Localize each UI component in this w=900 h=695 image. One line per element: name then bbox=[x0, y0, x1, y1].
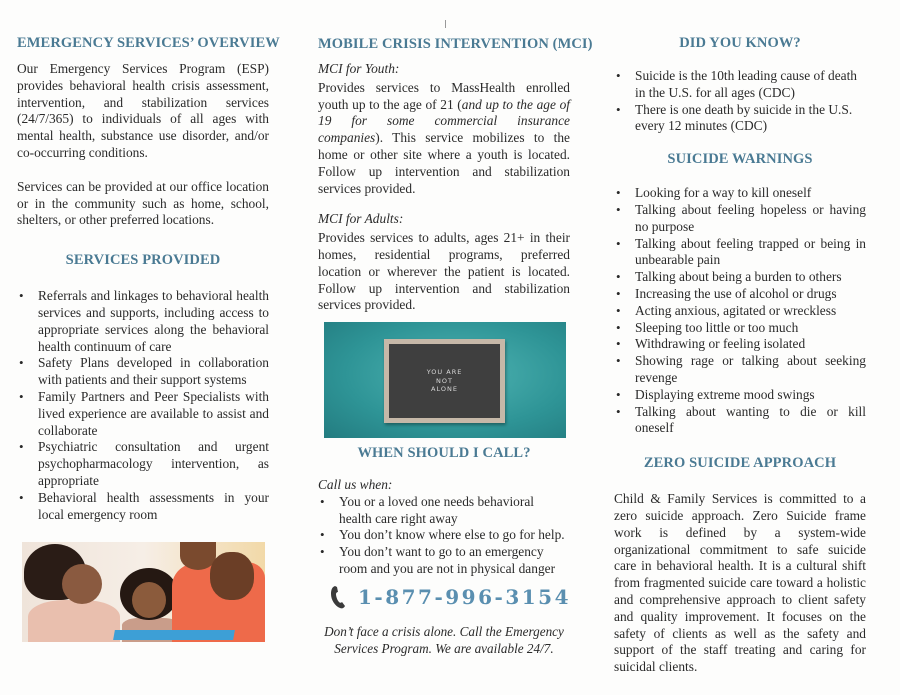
warning-item: • Talking about feeling hopeless or having no purpose bbox=[614, 202, 866, 236]
warning-item: • Talking about wanting to die or kill oneself bbox=[614, 404, 866, 438]
phone-number[interactable]: 1-877-996-3154 bbox=[358, 585, 571, 609]
mci-adults-text: Provides services to adults, ages 21+ in their homes, residential programs, preferred location or wherever the patient is located. Follow up intervention and stabilization services provided. bbox=[318, 230, 570, 313]
mci-adults-label: MCI for Adults: bbox=[318, 211, 404, 227]
mci-column bbox=[318, 0, 593, 314]
call-intro: Call us when: bbox=[318, 477, 393, 492]
board-line: NOT bbox=[436, 376, 453, 385]
services-list-item: • Referrals and linkages to behavioral health services and supports, including access to appropriate services along the behavioral health continuum of care bbox=[17, 288, 269, 355]
mci-youth-text-part: Provides services to MassHealth enrolled youth up to the age of 21 ( bbox=[318, 79, 570, 112]
mci-heading: MOBILE CRISIS INTERVENTION (MCI) bbox=[318, 36, 593, 52]
suicide-warnings-list bbox=[614, 185, 866, 437]
phone-icon bbox=[330, 585, 350, 609]
warning-item: • Displaying extreme mood swings bbox=[614, 387, 866, 404]
zero-suicide-heading: ZERO SUICIDE APPROACH bbox=[643, 455, 837, 472]
suicide-warnings-heading: SUICIDE WARNINGS bbox=[667, 151, 813, 168]
overview-column bbox=[17, 0, 280, 523]
family-reading-photo bbox=[22, 542, 265, 642]
did-you-know-list bbox=[614, 68, 866, 135]
mci-youth-label: MCI for Youth: bbox=[318, 61, 400, 76]
services-list-item: • Psychiatric consultation and urgent psychopharmacology intervention, as appropriate bbox=[17, 439, 269, 489]
fact-item: • Suicide is the 10th leading cause of death in the U.S. for all ages (CDC) bbox=[614, 68, 866, 102]
services-list-item: • Behavioral health assessments in your local emergency room bbox=[17, 490, 269, 524]
when-to-call-heading: WHEN SHOULD I CALL? bbox=[357, 445, 531, 461]
closing-message: Don’t face a crisis alone. Call the Emergency Services Program. We are available 24/7. bbox=[324, 624, 564, 656]
call-reason-item: • You or a loved one needs behavioral health care right away bbox=[318, 494, 570, 528]
warning-item: • Increasing the use of alcohol or drugs bbox=[614, 286, 866, 303]
board-line: ALONE bbox=[431, 385, 458, 394]
mci-youth-text bbox=[318, 80, 570, 198]
letter-board bbox=[384, 339, 505, 423]
overview-paragraph-2: Services can be provided at our office location or in the community such as home, school, shelters, or other preferred locations. bbox=[17, 178, 269, 228]
services-list bbox=[17, 288, 269, 523]
facts-column bbox=[614, 0, 866, 676]
fact-item: • There is one death by suicide in the U.S. every 12 minutes (CDC) bbox=[614, 102, 866, 136]
services-list-item: • Safety Plans developed in collaboration with patients and their support systems bbox=[17, 355, 269, 389]
mci-youth-text-italic: and up to the age of 19 for some commercial insurance companies bbox=[318, 96, 570, 146]
warning-item: • Showing rage or talking about seeking revenge bbox=[614, 353, 866, 387]
you-are-not-alone-photo bbox=[324, 322, 566, 438]
services-provided-heading: SERVICES PROVIDED bbox=[65, 252, 221, 269]
warning-item: • Withdrawing or feeling isolated bbox=[614, 336, 866, 353]
zero-suicide-paragraph: Child & Family Services is committed to a zero suicide approach. Zero Suicide frame work is defined by a system-wide organizational commitment to safe suicide care in behavioral health. It is a cultural shift from fragmented suicide care toward a holistic and comprehensive approach to client safety and quality improvement. It focuses on the safety of clients as well as the safety and support of the staff treating and caring for suicidal clients. bbox=[614, 491, 866, 675]
board-line: YOU ARE bbox=[426, 368, 463, 377]
services-list-item: • Family Partners and Peer Specialists with lived experience are available to assist and collaborate bbox=[17, 389, 269, 439]
overview-paragraph-1: Our Emergency Services Program (ESP) provides behavioral health crisis assessment, intervention, and stabilization services (24/7/365) to individuals of all ages with mental health, substance use disorder, and/or co-occurring conditions. bbox=[17, 61, 269, 160]
warning-item: • Looking for a way to kill oneself bbox=[614, 185, 866, 202]
call-reason-item: • You don’t want to go to an emergency room and you are not in physical danger bbox=[318, 544, 570, 578]
overview-heading: EMERGENCY SERVICES’ OVERVIEW bbox=[17, 35, 280, 51]
did-you-know-heading: DID YOU KNOW? bbox=[679, 35, 801, 51]
warning-item: • Talking about feeling trapped or being in unbearable pain bbox=[614, 236, 866, 270]
warning-item: • Talking about being a burden to others bbox=[614, 269, 866, 286]
mci-youth-text-part: ). This service mobilizes to the home or other site where a youth is located. Follow up intervention and stabilization services provided. bbox=[318, 130, 570, 196]
phone-contact[interactable] bbox=[330, 585, 571, 609]
when-to-call-section bbox=[318, 445, 570, 578]
warning-item: • Acting anxious, agitated or wreckless bbox=[614, 303, 866, 320]
warning-item: • Sleeping too little or too much bbox=[614, 320, 866, 337]
call-reasons-list bbox=[318, 494, 570, 578]
call-reason-item: • You don’t know where else to go for help. bbox=[318, 527, 570, 544]
